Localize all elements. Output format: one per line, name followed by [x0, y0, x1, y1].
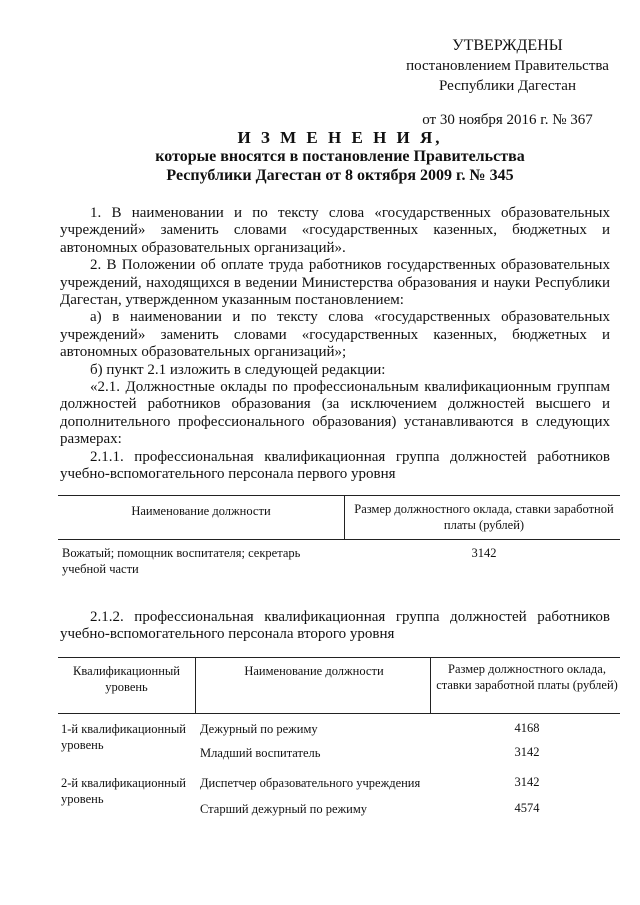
title-line-3: Республики Дагестан от 8 октября 2009 г. № 345 — [166, 167, 514, 184]
paragraph-2: 2. В Положении об оплате труда работников государственных образовательных учреждений, находящихся в ведении Министерства образования и науки Республики Дагестан, утвержденном указанным постановлением: — [60, 257, 610, 309]
document-body — [60, 205, 610, 484]
approval-line-3: Республики Дагестан — [439, 78, 576, 94]
table-1-header-salary: Размер должностного оклада, ставки заработной платы (рублей) — [354, 502, 614, 532]
table-2-divider-1 — [195, 657, 196, 713]
paragraph-2-1-2: 2.1.2. профессиональная квалификационная группа должностей работников учебно-вспомогательного персонала второго уровня — [60, 609, 610, 643]
document-title — [60, 128, 620, 185]
approval-line-2: постановлением Правительства — [406, 58, 609, 74]
paragraph-2-1: «2.1. Должностные оклады по профессиональным квалификационным группам должностей работников образования (за исключением должностей высшего и дополнительного профессионального образования) устанавливаются в следующих размерах: — [60, 379, 610, 448]
approval-heading: УТВЕРЖДЕНЫ — [452, 37, 563, 54]
table-2-level-2: 2-й квалификационный уровень — [61, 776, 186, 806]
table-2-top-border — [58, 657, 620, 658]
table-2-position-2: Младший воспитатель — [200, 746, 321, 760]
table-2-level-1: 1-й квалификационный уровень — [61, 722, 186, 752]
table-2-salary-4: 4574 — [514, 801, 540, 815]
paragraph-2-1-1: 2.1.1. профессиональная квалификационная группа должностей работников учебно-вспомогательного персонала первого уровня — [60, 448, 610, 483]
table-1-row-salary: 3142 — [471, 546, 497, 560]
table-2-salary-3: 3142 — [514, 775, 540, 789]
table-1-header-border — [58, 539, 620, 540]
table-1-column-divider — [344, 495, 345, 539]
table-2-salary-1: 4168 — [514, 721, 540, 735]
table-2-header-salary: Размер должностного оклада, ставки заработной платы (рублей) — [436, 662, 618, 692]
paragraph-2-1-2-block — [60, 609, 610, 644]
table-2-position-3: Диспетчер образовательного учреждения — [200, 776, 421, 790]
paragraph-2a: а) в наименовании и по тексту слова «государственных образовательных учреждений» заменить словами «государственных казенных, бюджетных и автономных образовательных организаций»; — [60, 309, 610, 361]
paragraph-1: 1. В наименовании и по тексту слова «государственных образовательных учреждений» заменить словами «государственных казенных, бюджетных и автономных образовательных организаций». — [60, 205, 610, 256]
paragraph-2b: б) пункт 2.1 изложить в следующей редакции: — [90, 361, 386, 378]
table-2-divider-2 — [430, 657, 431, 713]
title-line-1: И З М Е Н Е Н И Я, — [237, 128, 443, 147]
table-2-header-border — [58, 713, 620, 714]
table-2-header-position: Наименование должности — [244, 664, 384, 678]
table-1 — [58, 495, 620, 585]
table-2-salary-2: 3142 — [514, 745, 540, 759]
table-1-row-position: Вожатый; помощник воспитателя; секретарь учебной части — [62, 546, 301, 576]
title-line-2: которые вносятся в постановление Правительства — [155, 148, 525, 165]
approval-block — [400, 36, 615, 130]
table-2-position-1: Дежурный по режиму — [200, 722, 318, 736]
table-1-header-position: Наименование должности — [131, 504, 271, 518]
table-1-top-border — [58, 495, 620, 496]
table-2-position-4: Старший дежурный по режиму — [200, 802, 368, 816]
table-2 — [58, 657, 620, 837]
table-2-header-level: Квалификационный уровень — [73, 664, 180, 694]
approval-date: от 30 ноября 2016 г. № 367 — [422, 112, 593, 128]
